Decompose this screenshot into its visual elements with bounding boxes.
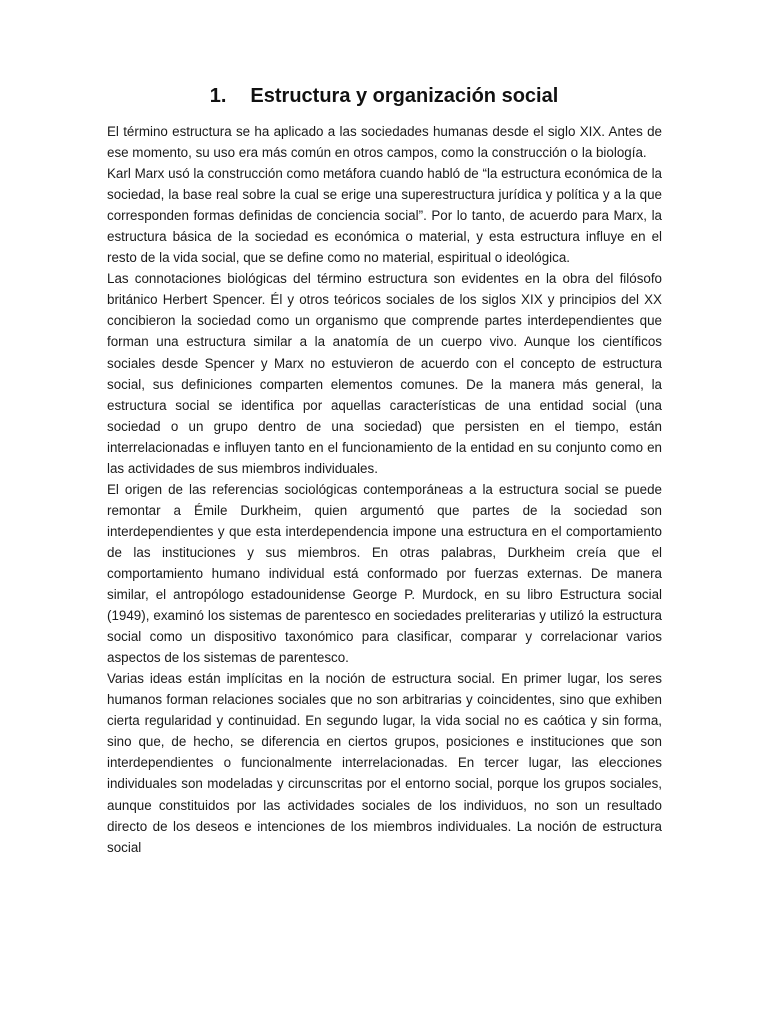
section-number: 1. bbox=[209, 85, 227, 108]
paragraph: Varias ideas están implícitas en la noción de estructura social. En primer lugar, los seres humanos forman relaciones sociales que no son arbitrarias y coincidentes, sino que exhiben cierta regularidad y continuidad. En segundo lugar, la vida social no es caótica y sin forma, sino que, de hecho, se diferencia en ciertos grupos, posiciones e instituciones que son interdependientes o funcionalmente interrelacionadas. En tercer lugar, las elecciones individuales son modeladas y circunscritas por el entorno social, porque los grupos sociales, aunque constituidos por las actividades sociales de los individuos, no son un resultado directo de los deseos e intenciones de los miembros individuales. La noción de estructura social bbox=[107, 671, 662, 855]
paragraph: El término estructura se ha aplicado a las sociedades humanas desde el siglo XIX. Antes de ese momento, su uso era más común en otros campos, como la construcción o la biología. bbox=[107, 124, 662, 161]
paragraph: Karl Marx usó la construcción como metáfora cuando habló de “la estructura económica de la sociedad, la base real sobre la cual se erige una superestructura jurídica y política y a la que corresponden formas definidas de conciencia social”. Por lo tanto, de acuerdo para Marx, la estructura básica de la sociedad es económica o material, y esta estructura influye en el resto de la vida social, que se define como no material, espiritual o ideológica. bbox=[107, 166, 662, 266]
section-title: Estructura y organización social bbox=[250, 85, 559, 108]
section-heading bbox=[0, 82, 768, 110]
body-text bbox=[107, 121, 662, 858]
paragraph: El origen de las referencias sociológicas contemporáneas a la estructura social se puede remontar a Émile Durkheim, quien argumentó que partes de la sociedad son interdependientes y que esta interdependencia impone una estructura en el comportamiento de las instituciones y sus miembros. En otras palabras, Durkheim creía que el comportamiento humano individual está conformado por fuerzas externas. De manera similar, el antropólogo estadounidense George P. Murdock, en su libro Estructura social (1949), examinó los sistemas de parentesco en sociedades preliterarias y utilizó la estructura social como un dispositivo taxonómico para clasificar, comparar y correlacionar varios aspectos de los sistemas de parentesco. bbox=[107, 481, 662, 666]
paragraph: Las connotaciones biológicas del término estructura son evidentes en la obra del filósofo británico Herbert Spencer. Él y otros teóricos sociales de los siglos XIX y principios del XX concibieron la sociedad como un organismo que comprende partes interdependientes que forman una estructura similar a la anatomía de un cuerpo vivo. Aunque los científicos sociales desde Spencer y Marx no estuvieron de acuerdo con el concepto de estructura social, sus definiciones comparten elementos comunes. De la manera más general, la estructura social se identifica por aquellas características de una entidad social (una sociedad o un grupo dentro de una sociedad) que persisten en el tiempo, están interrelacionadas e influyen tanto en el funcionamiento de la entidad en su conjunto como en las actividades de sus miembros individuales. bbox=[107, 271, 662, 476]
